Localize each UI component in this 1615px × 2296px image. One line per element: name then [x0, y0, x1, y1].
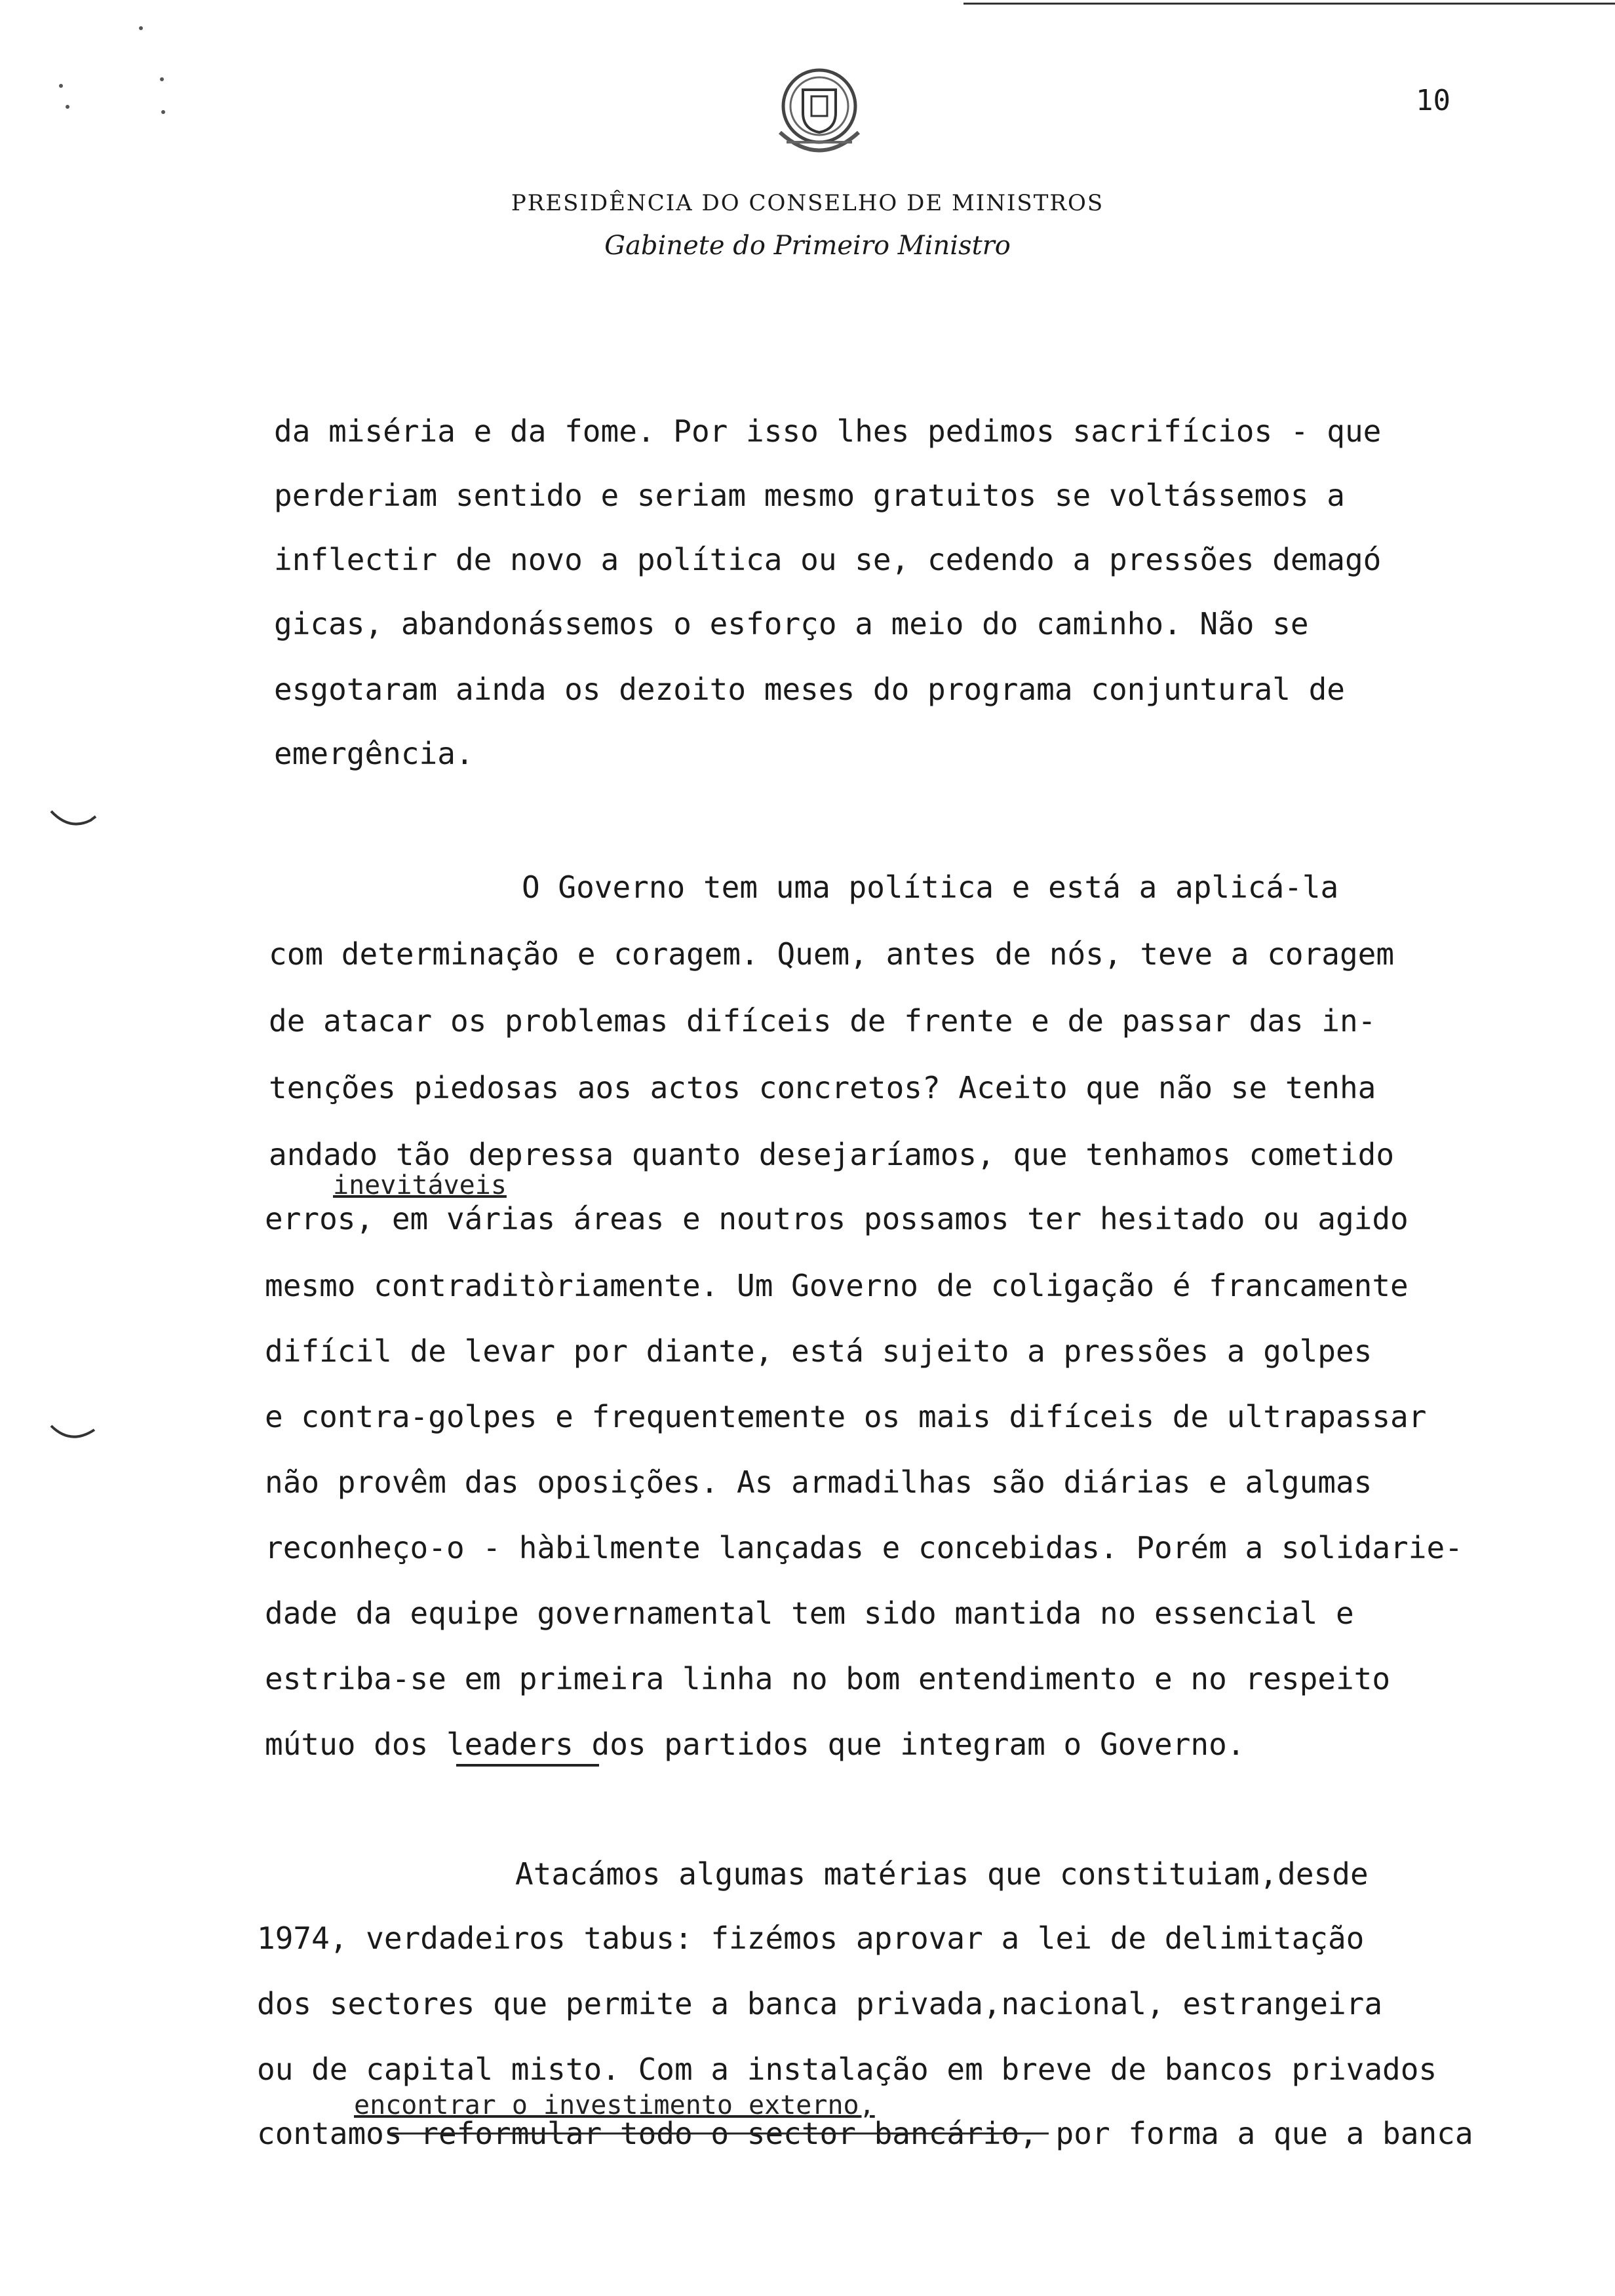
handwritten-insert-inevitaveis: inevitáveis	[333, 1170, 507, 1200]
text-line: esgotaram ainda os dezoito meses do programa conjuntural de	[274, 672, 1345, 707]
margin-speck	[161, 110, 165, 114]
text-line: 1974, verdadeiros tabus: fizémos aprovar a lei de delimitação	[257, 1921, 1365, 1956]
top-rule	[963, 3, 1615, 5]
text-line: gicas, abandonássemos o esforço a meio do caminho. Não se	[274, 606, 1309, 641]
margin-speck	[66, 105, 69, 109]
text-line: mesmo contraditòriamente. Um Governo de coligação é francamente	[265, 1268, 1409, 1303]
strike-through-mark	[388, 2130, 1050, 2137]
page-number: 10	[1416, 84, 1450, 117]
text-line: não provêm das oposições. As armadilhas são diárias e algumas	[265, 1464, 1372, 1500]
text-line: mútuo dos leaders dos partidos que integram o Governo.	[265, 1727, 1245, 1762]
text-line: com determinação e coragem. Quem, antes de nós, teve a coragem	[269, 936, 1395, 972]
handwritten-underline	[455, 1761, 600, 1769]
text-line: Atacámos algumas matérias que constituiam,desde	[515, 1856, 1369, 1892]
margin-speck	[59, 84, 63, 88]
text-line: reconheço-o - hàbilmente lançadas e concebidas. Porém a solidarie-	[265, 1530, 1463, 1565]
text-line: difícil de levar por diante, está sujeito a pressões a golpes	[265, 1333, 1372, 1369]
text-line: andado tão depressa quanto desejaríamos, que tenhamos cometido	[269, 1137, 1395, 1172]
text-line: contamos reformular todo o sector bancário, por forma a que a banca	[257, 2116, 1473, 2151]
text-line: e contra-golpes e frequentemente os mais difíceis de ultrapassar	[265, 1399, 1427, 1434]
margin-check-mark	[49, 806, 101, 832]
text-line: dos sectores que permite a banca privada,nacional, estrangeira	[257, 1986, 1383, 2021]
text-line: estriba-se em primeira linha no bom entendimento e no respeito	[265, 1661, 1391, 1696]
text-line: dade da equipe governamental tem sido mantida no essencial e	[265, 1596, 1354, 1631]
text-line: erros, em várias áreas e noutros possamos ter hesitado ou agido	[265, 1201, 1409, 1236]
text-line: inflectir de novo a política ou se, cedendo a pressões demagó	[274, 542, 1382, 577]
text-line: ou de capital misto. Com a instalação em breve de bancos privados	[257, 2052, 1437, 2087]
header-subtitle: Gabinete do Primeiro Ministro	[604, 231, 1011, 261]
text-line: da miséria e da fome. Por isso lhes pedimos sacrifícios - que	[274, 413, 1382, 449]
handwritten-insert-encontrar: encontrar o investimento externo,	[354, 2090, 875, 2120]
text-line: O Governo tem uma política e está a aplicá-la	[522, 870, 1339, 905]
text-line: perderiam sentido e seriam mesmo gratuitos se voltássemos a	[274, 478, 1345, 513]
coat-of-arms-seal	[760, 60, 878, 172]
text-line: tenções piedosas aos actos concretos? Aceito que não se tenha	[269, 1070, 1376, 1105]
header-title: PRESIDÊNCIA DO CONSELHO DE MINISTROS	[511, 190, 1104, 216]
margin-check-mark	[49, 1421, 101, 1447]
margin-speck	[160, 77, 164, 81]
text-line: de atacar os problemas difíceis de frente e de passar das in-	[269, 1003, 1376, 1039]
margin-speck	[139, 26, 143, 30]
text-line: emergência.	[274, 736, 474, 771]
